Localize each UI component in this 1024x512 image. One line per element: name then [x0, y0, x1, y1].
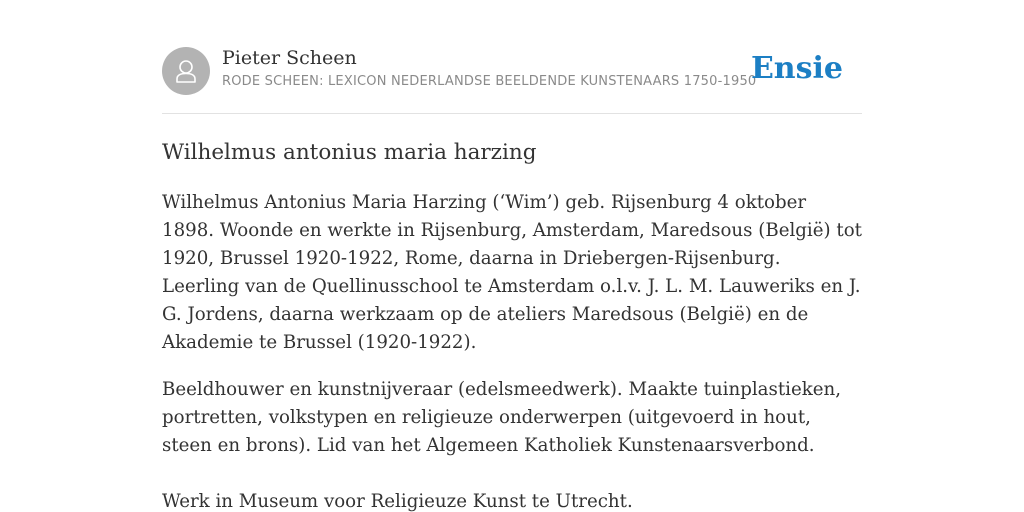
article-header [162, 46, 862, 96]
source-title[interactable]: RODE SCHEEN: LEXICON NEDERLANDSE BEELDENDE KUNSTENAARS 1750-1950 [222, 74, 757, 89]
ensie-logo[interactable]: Ensie [750, 51, 843, 86]
article-body [162, 189, 862, 512]
article-title: Wilhelmus antonius maria harzing [162, 140, 537, 165]
article-paragraph: Beeldhouwer en kunstnijveraar (edelsmeedwerk). Maakte tuinplastieken, portretten, volkstypen en religieuze onderwerpen (uitgevoerd in hout, steen en brons). Lid van het Algemeen Katholiek Kunstenaarsverbond. [162, 379, 842, 456]
header-divider [162, 113, 862, 114]
user-icon [162, 47, 210, 95]
article-paragraph: Wilhelmus Antonius Maria Harzing (‘Wim’) geb. Rijsenburg 4 oktober 1898. Woonde en werkte in Rijsenburg, Amsterdam, Maredsous (België) tot 1920, Brussel 1920-1922, Rome, daarna in Driebergen-Rijsenburg. Leerling van de Quellinusschool te Amsterdam o.l.v. J. L. M. Lauweriks en J. G. Jordens, daarna werkzaam op de ateliers Maredsous (België) en de Akademie te Brussel (1920-1922). [162, 192, 862, 353]
author-avatar[interactable] [162, 47, 210, 95]
article-paragraph: Werk in Museum voor Religieuze Kunst te Utrecht. [162, 491, 633, 512]
author-name[interactable]: Pieter Scheen [222, 47, 357, 69]
